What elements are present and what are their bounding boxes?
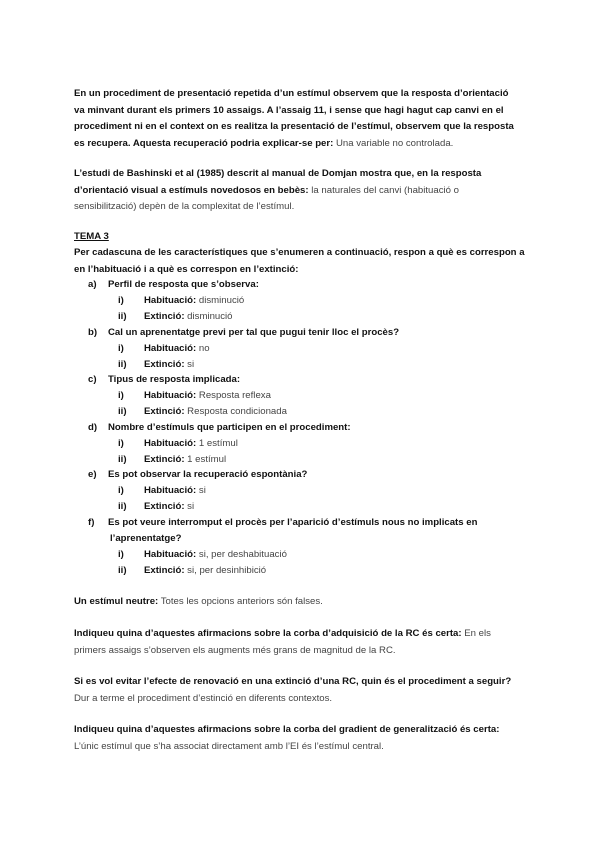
item-question: Nombre d’estímuls que participen en el procediment: (108, 422, 351, 433)
habituacio-answer: si (196, 485, 206, 496)
roman-numeral: i) (118, 549, 124, 560)
item-letter: c) (88, 374, 97, 385)
section-intro-line: Per cadascuna de les característiques que s’enumeren a continuació, respon a què es correspon a (74, 247, 525, 258)
question-6-prompt: Indiqueu quina d’aquestes afirmacions sobre la corba del gradient de generalització és certa: (74, 724, 500, 735)
roman-numeral: i) (118, 438, 124, 449)
extincio-answer: disminució (184, 311, 233, 322)
question-6 (74, 722, 534, 755)
roman-numeral: ii) (118, 501, 127, 512)
extincio-answer: si (184, 501, 195, 512)
roman-numeral: i) (118, 295, 124, 306)
habituacio-answer: Resposta reflexa (196, 390, 271, 401)
roman-numeral: i) (118, 390, 124, 401)
extincio-answer: si (184, 359, 195, 370)
extincio-label: Extinció: (144, 406, 185, 417)
item-e-habituacio (118, 483, 518, 500)
item-question: Es pot veure interromput el procès per l’aparició d’estímuls nous no implicats en (108, 517, 478, 528)
roman-numeral: ii) (118, 311, 127, 322)
habituacio-label: Habituació: (144, 485, 197, 496)
habituacio-answer: no (196, 343, 210, 354)
item-f-extincio (118, 563, 518, 580)
extincio-label: Extinció: (144, 454, 185, 465)
habituacio-answer: 1 estímul (196, 438, 238, 449)
extincio-label: Extinció: (144, 501, 185, 512)
item-question: Cal un aprenentatge previ per tal que pugui tenir lloc el procès? (108, 327, 400, 338)
item-c (88, 372, 528, 389)
question-1 (74, 86, 534, 152)
item-question: Perfil de resposta que s’observa: (108, 279, 259, 290)
item-c-habituacio (118, 388, 518, 405)
item-a-extincio (118, 309, 518, 326)
extincio-answer: 1 estímul (184, 454, 227, 465)
section-intro-line: en l’habituació i a què es correspon en l’extinció: (74, 263, 299, 275)
item-c-extincio (118, 404, 518, 421)
question-2-prompt: d’orientació visual a estímuls novedosos en bebès: (74, 184, 309, 196)
habituacio-label: Habituació: (144, 343, 197, 354)
extincio-answer: si, per desinhibició (184, 565, 267, 576)
question-5-answer: Dur a terme el procediment d’estinció en diferents contextos. (74, 692, 333, 704)
question-5-prompt: Si es vol evitar l’efecte de renovació en una extinció d’una RC, quin és el procediment a seguir? (74, 676, 512, 687)
question-4-answer: En els (461, 628, 491, 639)
extincio-label: Extinció: (144, 359, 185, 370)
roman-numeral: i) (118, 485, 124, 496)
habituacio-label: Habituació: (144, 549, 197, 560)
question-3-prompt: Un estímul neutre: (74, 596, 159, 607)
item-d-habituacio (118, 436, 518, 453)
extincio-label: Extinció: (144, 565, 185, 576)
item-question-cont: l’aprenentatge? (110, 533, 182, 544)
question-2-line (74, 183, 534, 200)
extincio-label: Extinció: (144, 311, 185, 322)
habituacio-label: Habituació: (144, 390, 197, 401)
question-4-line (74, 626, 534, 643)
question-1-line: procediment ni en el context on es realitza la presentació de l’estímul, observem que la resposta (74, 121, 514, 132)
question-3-answer: Totes les opcions anteriors són falses. (158, 596, 323, 607)
question-2-answer: la naturales del canvi (habituació o (308, 184, 459, 196)
roman-numeral: ii) (118, 406, 127, 417)
question-2-answer-cont: sensibilització) depèn de la complexitat de l’estímul. (74, 201, 295, 212)
habituacio-answer: si, per deshabituació (196, 549, 287, 560)
roman-numeral: ii) (118, 565, 127, 576)
item-f-habituacio (118, 547, 518, 564)
item-b-habituacio (118, 341, 518, 358)
item-letter: b) (88, 327, 98, 338)
section-title: TEMA 3 (74, 231, 109, 242)
item-letter: a) (88, 279, 97, 290)
habituacio-answer: disminució (196, 295, 245, 306)
question-2 (74, 166, 534, 216)
question-6-answer: L’únic estímul que s’ha associat directament amb l’EI és l’estímul central. (74, 740, 384, 752)
habituacio-label: Habituació: (144, 438, 197, 449)
question-4-prompt: Indiqueu quina d’aquestes afirmacions sobre la corba d’adquisició de la RC és certa: (74, 628, 462, 639)
item-f (88, 515, 528, 532)
question-3 (74, 594, 534, 611)
item-b (88, 325, 528, 342)
item-d (88, 420, 528, 437)
question-1-answer: Una variable no controlada. (333, 137, 454, 149)
item-question: Tipus de resposta implicada: (108, 374, 241, 385)
roman-numeral: ii) (118, 454, 127, 465)
item-a (88, 277, 528, 294)
item-e-extincio (118, 499, 518, 516)
question-1-line: En un procediment de presentació repetida d’un estímul observem que la resposta d’orientació (74, 88, 509, 99)
item-e (88, 467, 528, 484)
item-question: Es pot observar la recuperació espontània? (108, 469, 308, 480)
item-letter: d) (88, 422, 98, 433)
question-5 (74, 674, 534, 707)
question-2-line: L’estudi de Bashinski et al (1985) descrit al manual de Domjan mostra que, en la resposta (74, 168, 482, 179)
question-1-line: va minvant durant els primers 10 assaigs. A l’assaig 11, i sense que hagi hagut cap canvi en el (74, 104, 504, 116)
extincio-answer: Resposta condicionada (184, 406, 287, 417)
question-1-line (74, 136, 534, 153)
habituacio-label: Habituació: (144, 295, 197, 306)
question-1-prompt: es recupera. Aquesta recuperació podria explicar-se per: (74, 137, 334, 149)
roman-numeral: i) (118, 343, 124, 354)
item-letter: f) (88, 517, 95, 528)
item-letter: e) (88, 469, 97, 480)
section-intro (74, 245, 534, 278)
roman-numeral: ii) (118, 359, 127, 370)
question-4-answer-cont: primers assaigs s’observen els augments més grans de magnitud de la RC. (74, 644, 396, 656)
question-4 (74, 626, 534, 659)
item-a-habituacio (118, 293, 518, 310)
